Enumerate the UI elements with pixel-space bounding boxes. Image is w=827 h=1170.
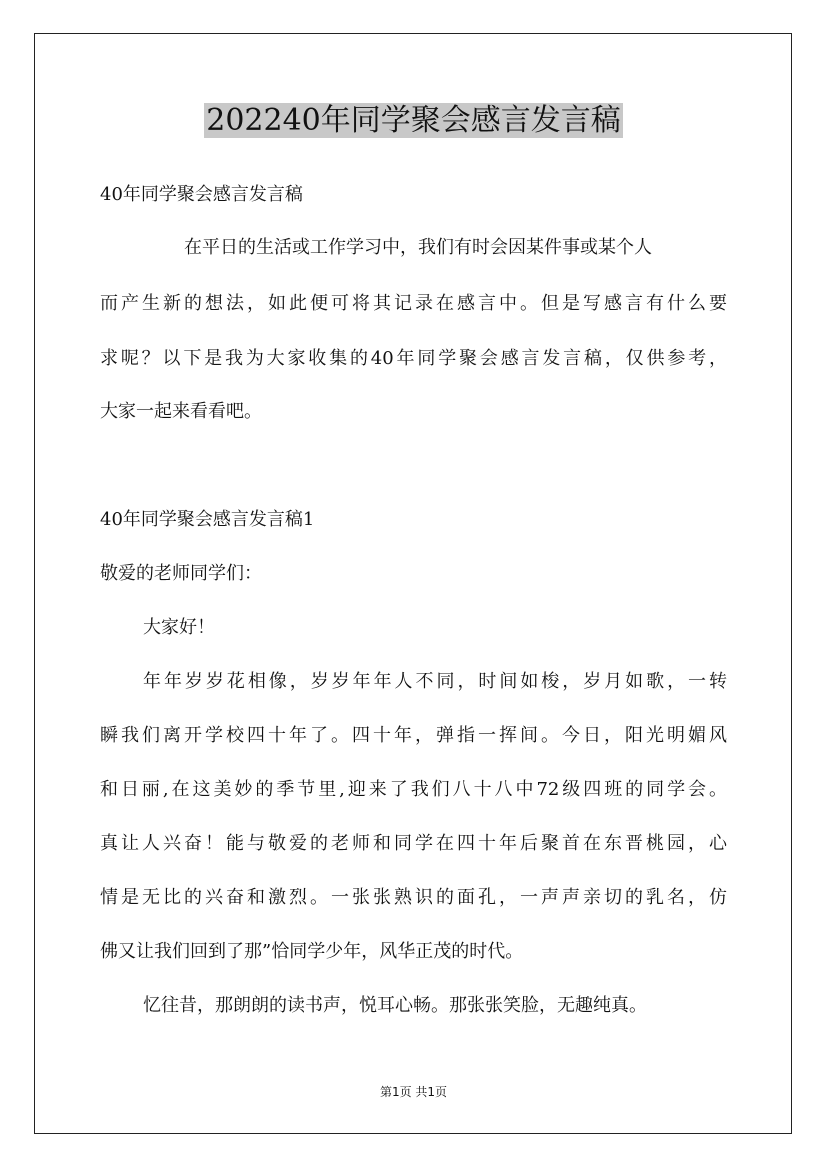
document-title xyxy=(0,101,827,141)
body-line: 真让人兴奋！能与敬爱的老师和同学在四十年后聚首在东晋桃园，心 xyxy=(100,833,727,854)
body-line: 佛又让我们回到了那”恰同学少年，风华正茂的时代。 xyxy=(100,941,524,962)
subtitle: 40年同学聚会感言发言稿 xyxy=(100,184,303,205)
document-title-text: 202240年同学聚会感言发言稿 xyxy=(206,103,621,138)
intro-line: 大家一起来看看吧。 xyxy=(100,401,262,422)
body-line: 瞬我们离开学校四十年了。四十年，弹指一挥间。今日，阳光明媚风 xyxy=(100,725,727,746)
intro-line: 在平日的生活或工作学习中，我们有时会因某件事或某个人 xyxy=(184,237,652,258)
greeting: 大家好！ xyxy=(143,617,215,638)
intro-line: 求呢？以下是我为大家收集的40年同学聚会感言发言稿，仅供参考， xyxy=(100,348,727,369)
body-line: 年年岁岁花相像，岁岁年年人不同，时间如梭，岁月如歌，一转 xyxy=(143,671,727,692)
page-footer xyxy=(0,1084,827,1100)
body-line: 情是无比的兴奋和激烈。一张张熟识的面孔，一声声亲切的乳名，仿 xyxy=(100,887,727,908)
intro-line: 而产生新的想法，如此便可将其记录在感言中。但是写感言有什么要 xyxy=(100,293,727,314)
body-last-line: 忆往昔，那朗朗的读书声，悦耳心畅。那张张笑脸，无趣纯真。 xyxy=(143,995,647,1016)
body-line: 和日丽,在这美妙的季节里,迎来了我们八十八中72级四班的同学会。 xyxy=(100,779,727,800)
salutation: 敬爱的老师同学们： xyxy=(100,563,262,584)
section-heading: 40年同学聚会感言发言稿1 xyxy=(100,509,315,530)
page-number: 第1页 共1页 xyxy=(379,1085,448,1099)
